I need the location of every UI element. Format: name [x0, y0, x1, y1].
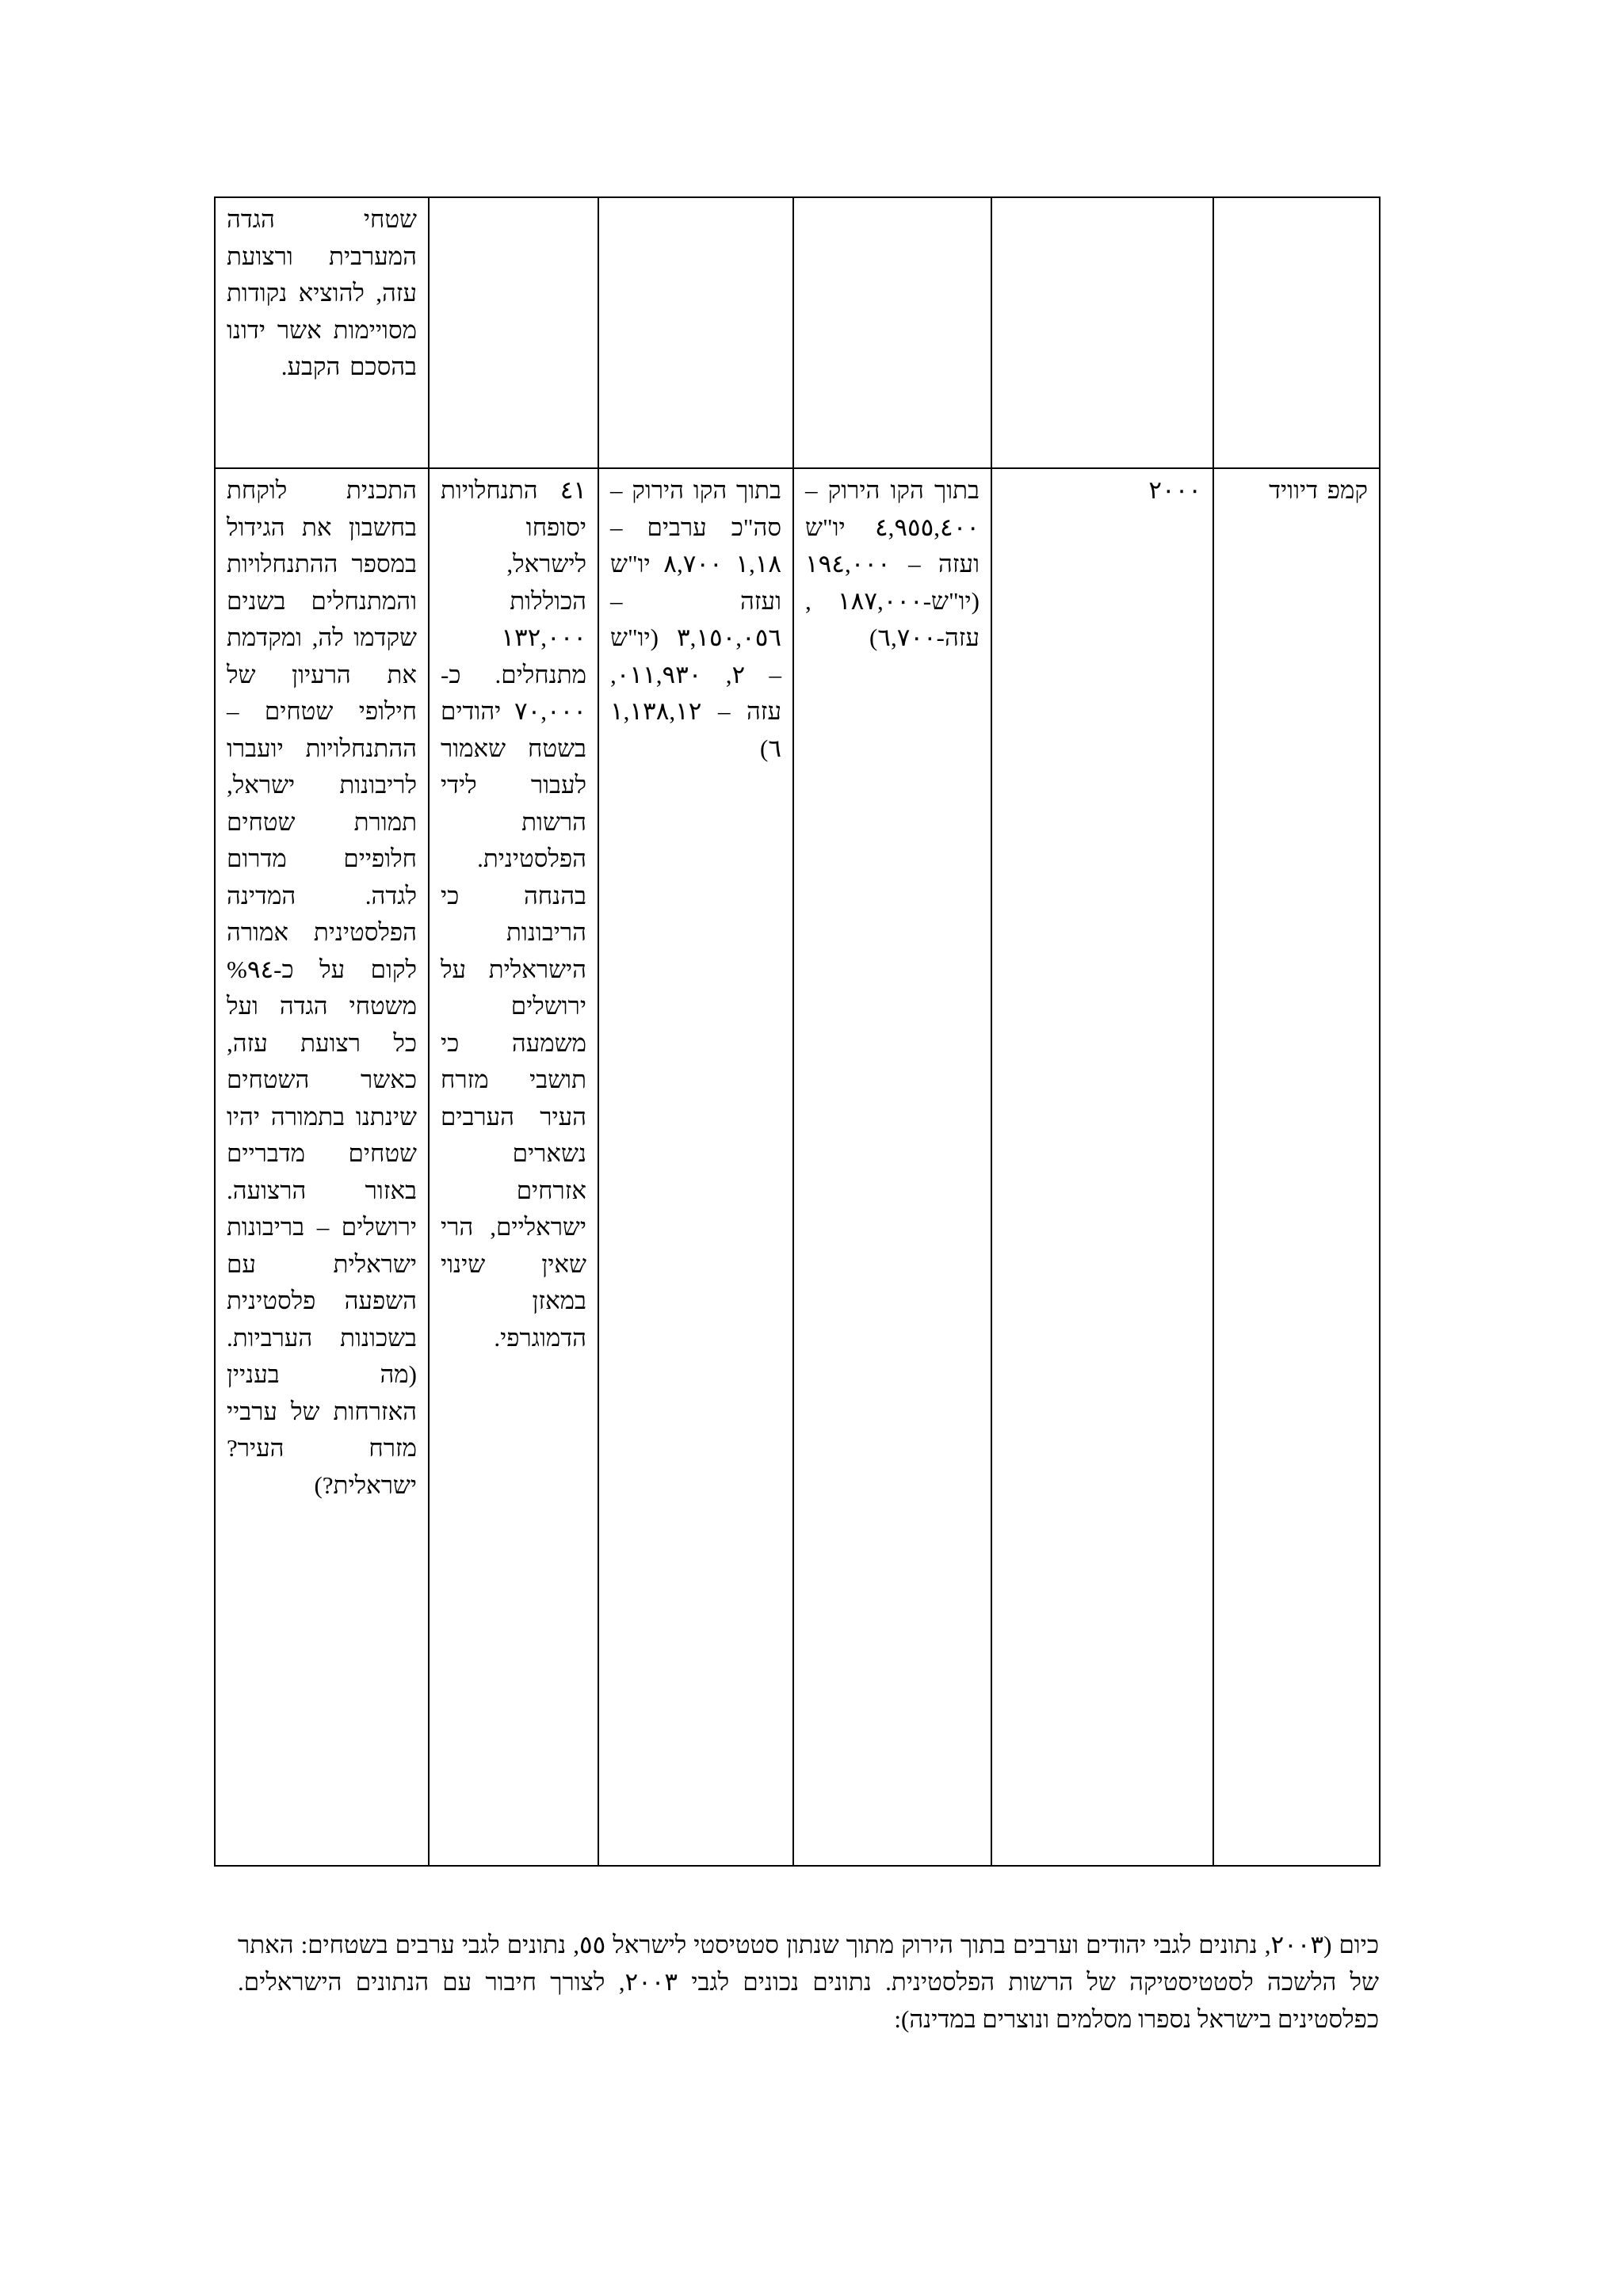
- table-cell-proposal: קמפ דיוויד: [1213, 468, 1380, 1866]
- table-cell-year: [991, 197, 1213, 468]
- table-cell-proposal: [1213, 197, 1380, 468]
- footnote-paragraph: כיום (٢٠٠٣, נתונים לגבי יהודים וערבים בתוך הירוק מתוך שנתון סטטיסטי לישראל ٥٥, נתונים לגבי ערבים בשטחים: האתר של הלשכה לסטטיסטיקה של הרשות הפלסטינית. נתונים נכונים לגבי ٢٠٠٣, לצורך חיבור עם הנתונים הישראלים. כפלסטינים בישראל נספרו מסלמים ונוצרים במדינה):: [238, 1931, 1380, 2033]
- table-cell-settlements: [429, 197, 598, 468]
- table-cell-plan-description: התכנית לוקחת בחשבון את הגידול במספר ההתנחלויות והמתנחלים בשנים שקדמו לה, ומקדמת את הרעיון של חילופי שטחים – ההתנחלויות יועברו לריבונות ישראל, תמורת שטחים חלופיים מדרום לגדה. המדינה הפלסטינית אמורה לקום על כ-٩٤% משטחי הגדה ועל כל רצועת עזה, כאשר השטחים שינתנו בתמורה יהיו שטחים מדבריים באזור הרצועה. ירושלים – בריבונות ישראלית עם השפעה פלסטינית בשכונות הערביות. (מה בעניין האזרחות של ערביי מזרח העיר? ישראלית?): [215, 468, 429, 1866]
- table-cell-plan-description: שטחי הגדה המערבית ורצועת עזה, להוציא נקודות מסויימות אשר ידונו בהסכם הקבע.: [215, 197, 429, 468]
- table-row: [215, 468, 1380, 1866]
- table-cell-population-green-line: [793, 197, 991, 468]
- peace-plans-table: [214, 196, 1381, 1867]
- table-cell-year: ٢٠٠٠: [991, 468, 1213, 1866]
- table-cell-population-green-line: בתוך הקו הירוק – ٤,٩٥٥,٤٠٠ יו"ש ועזה – ١٩٤,٠٠٠ (יו"ש-١٨٧,٠٠٠ , עזה-٦,٧٠٠): [793, 468, 991, 1866]
- table-row: [215, 197, 1380, 468]
- table-cell-arabs-green-line: [598, 197, 793, 468]
- table-cell-settlements: ٤١ התנחלויות יסופחו לישראל, הכוללות ١٣٢,٠٠٠ מתנחלים. כ- ٧٠,٠٠٠ יהודים בשטח שאמור לעבור לידי הרשות הפלסטינית. בהנחה כי הריבונות הישראלית על ירושלים משמעה כי תושבי מזרח העיר הערבים נשארים אזרחים ישראליים, הרי שאין שינוי במאזן הדמוגרפי.: [429, 468, 598, 1866]
- table-cell-arabs-green-line: בתוך הקו הירוק – סה"כ ערבים – ١,١٨ ٨,٧٠٠ יו"ש ועזה – ٣,١٥٠,٠٥٦ (יו"ש – ٢, ٠١١,٩٣٠, עזה – ١,١٣٨,١٢ ٦): [598, 468, 793, 1866]
